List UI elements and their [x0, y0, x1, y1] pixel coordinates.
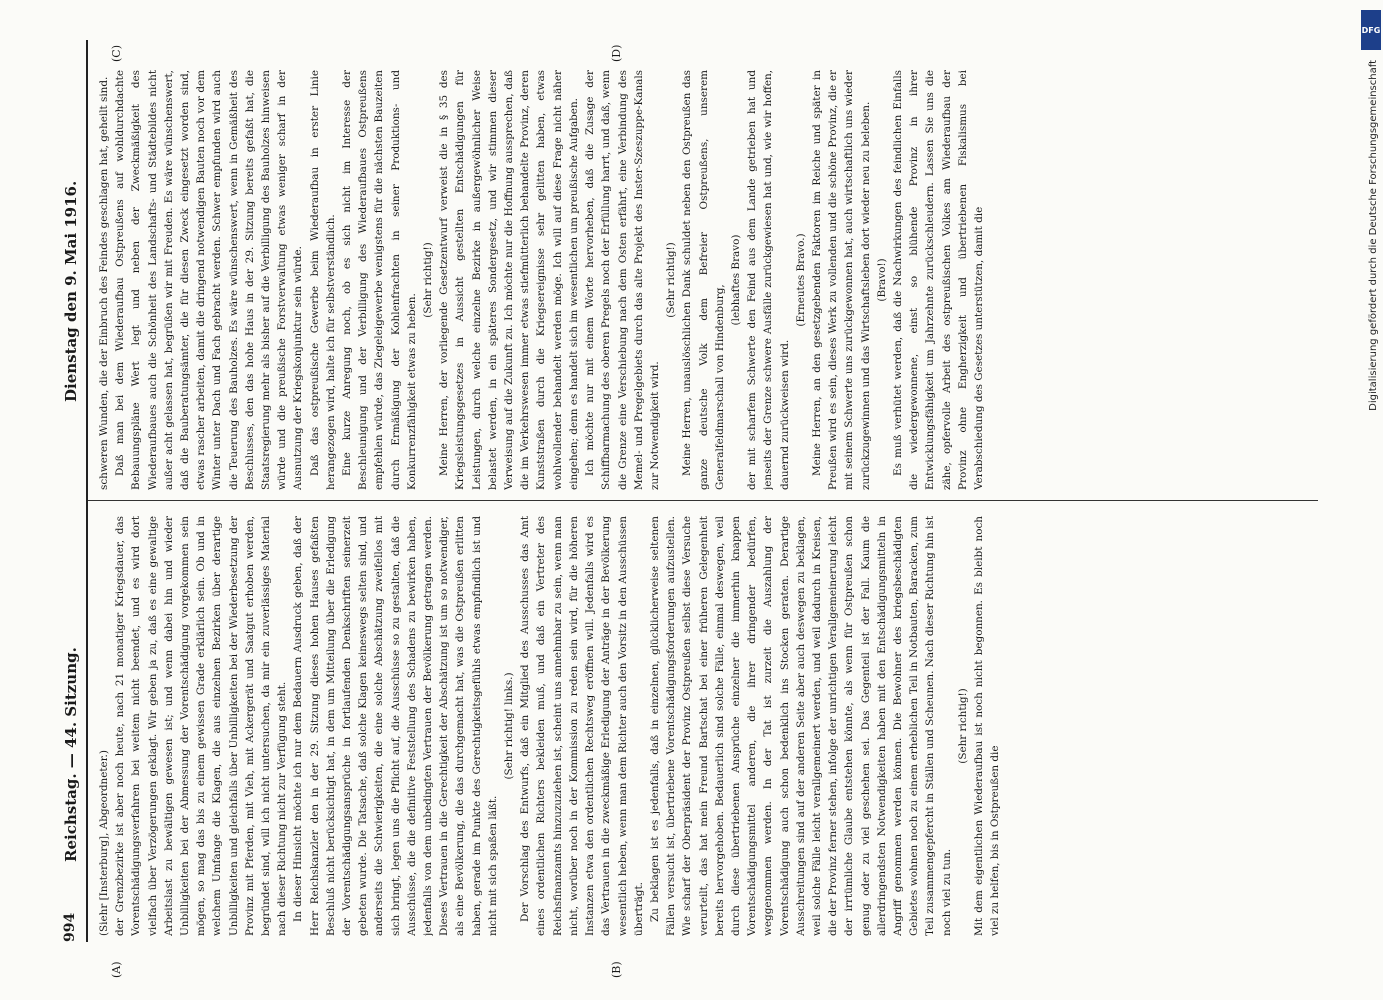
page-number: 994: [62, 912, 78, 942]
column-divider: [88, 500, 1318, 501]
left-column: [96, 516, 1311, 936]
paragraph: schweren Wunden, die der Einbruch des Feindes geschlagen hat, geheilt sind.: [98, 76, 110, 490]
paragraph: Eine kurze Anregung noch, ob es sich nicht im Interesse der Beschleunigung und der Verbilligung des Wiederaufbaues Ostpreußens empfehlen würde, das Ziegeleigewerbe wenigstens für die nächsten Bauzeiten durch Ermäßigung der Kohlenfrachten in seiner Produktions- und Konkurrenzfähigkeit etwas zu heben.: [341, 70, 418, 490]
interjection: (Erneutes Bravo.): [794, 233, 807, 327]
paragraph: Der Vorschlag des Entwurfs, daß ein Mitglied des Ausschusses das Amt eines ordentlichen Richters bekleiden muß, und daß ein Vertreter des Reichsfinanzamts hinzuzuziehen ist, scheint uns annehmbar zu sein, wenn man nicht, worüber noch in der Kommission zu reden sein wird, für die höheren Instanzen etwa den ordentlichen Rechtsweg eröffnen will. Jedenfalls wird es das Vertrauen in die zweckmäßige Erledigung der Anträge in der Bevölkerung wesentlich heben, wenn man dem Richter auch den Vorsitz in den Ausschüssen überträgt.: [519, 516, 645, 936]
paragraph: In dieser Hinsicht möchte ich nur dem Bedauern Ausdruck geben, daß der Herr Reichskanzler den in der 29. Sitzung dieses hohen Hauses gefaßten Beschluß nicht berücksichtigt hat, in dem um Mitteilung über die Erledigung der Vorentschädigungsansprüche in fortlaufenden Denkschriften seinerzeit gebeten wurde. Die Tatsache, daß solche Klagen keineswegs selten sind, und anderseits die Schwierigkeiten, die eine solche Abschätzung zweifellos mit sich bringt, legen uns die Pflicht auf, die Ausschüsse so zu gestalten, daß die Ausschüsse, die die definitive Feststellung des Schadens zu bewirken haben, jedenfalls von dem unbedingten Vertrauen der Bevölkerung getragen werden. Dieses Vertrauen in die Gerechtigkeit der Abschätzung ist um so notwendiger, als eine Bevölkerung, die das durchgemacht hat, was die Ostpreußen erlitten haben, gerade im Punkte des Gerechtigkeitsgefühls etwas empfindlich ist und nicht mit sich spaßen läßt.: [292, 516, 499, 936]
right-column: [96, 70, 1311, 490]
interjection: (Sehr richtig!): [422, 242, 435, 318]
paragraph: der Grenzbezirke ist aber noch heute, nach 21 monatiger Kriegsdauer, das Vorentschädigungsverfahren bei weitem nicht beendet, und es wird dort vielfach über Verzögerungen geklagt. Wir geben ja zu, daß es eine gewaltige Arbeitslast zu bewältigen gewesen ist; und wenn dabei hin und wieder Unbilligkeiten bei der Abmessung der Vorentschädigung vorgekommen sein mögen, so mag das bis zu einem gewissen Grade erklärlich sein. Ob und in welchem Umfange die Klagen, die aus einzelnen Bezirken über derartige Unbilligkeiten und gleichfalls über Unbilligkeiten bei der Wiederbesetzung der Provinz mit Pferden, mit Vieh, mit Ackergerät und Saatgut erhoben werden, begründet sind, will ich nicht untersuchen, da mir ein zuverlässiges Material nach dieser Richtung nicht zur Verfügung steht.: [114, 516, 289, 936]
margin-letter-a: (A): [110, 961, 123, 978]
paragraph: Mit dem eigentlichen Wiederaufbau ist noch nicht begonnen. Es bleibt noch viel zu helfen, bis in Ostpreußen die: [972, 516, 1002, 936]
dfg-logo: DFG: [1361, 10, 1381, 50]
paragraph: Meine Herren, der vorliegende Gesetzentwurf verweist die in § 35 des Kriegsleistungsgesetzes in Aussicht gestellten Entschädigungen für Leistungen, durch welche einzelne Bezirke in außergewöhnlicher Weise belastet werden, in ein späteres Sondergesetz, und wir stimmen dieser Verweisung auf die Zukunft zu. Ich möchte nur die Hoffnung aussprechen, daß die im Verkehrswesen immer etwas stiefmütterlich behandelte Provinz, deren Kunststraßen durch die Kriegsereignisse sehr gelitten haben, etwas wohlwollender behandelt werden möge. Ich will auf diese Frage nicht näher eingehen; denn es handelt sich im wesentlichen um preußische Aufgaben.: [438, 70, 580, 490]
header-title-right: Dienstag den 9. Mai 1916.: [62, 180, 80, 402]
header-title-left: Reichstag. — 44. Sitzung.: [62, 647, 80, 862]
paragraph: Ich möchte nur mit einem Worte hervorheben, daß die Zusage der Schiffbarmachung des oberen Pregels noch der Erfüllung harrt, und daß, wenn die Grenze eine Verschiebung nach dem Osten erfährt, eine Verbindung des Memel- und Pregelgebiets durch das alte Projekt des Inster-Szeszuppe-Kanals zur Notwendigkeit wird.: [584, 70, 661, 490]
interjection: (Sehr richtig!): [956, 688, 969, 764]
speaker-heading: (Siehr [Insterburg], Abgeordneter.): [98, 750, 110, 936]
margin-letter-d: (D): [610, 44, 623, 62]
paragraph: Daß das ostpreußische Gewerbe beim Wiederaufbau in erster Linie herangezogen wird, halte ich für selbstverständlich.: [308, 70, 337, 490]
margin-letter-b: (B): [610, 961, 623, 978]
interjection: (Bravo!): [875, 258, 888, 302]
paragraph: Meine Herren, an den gesetzgebenden Faktoren im Reiche und später in Preußen wird es sein, dieses Werk zu vollenden und die schöne Provinz, die er mit seinem Schwerte uns zurückgewonnen hat, auch wirtschaftlich uns wieder zurückzugewinnen und das Wirtschaftsleben dort wieder neu zu beleben.: [810, 70, 872, 490]
paragraph: Daß man bei dem Wiederaufbau Ostpreußens auf wohldurchdachte Bebauungspläne Wert legt und neben der Zweckmäßigkeit des Wiederaufbaues auch die Schönheit des Landschafts- und Städtebildes nicht außer acht gelassen hat, begrüßen wir mit Freuden. Es wäre wünschenswert, daß die Bauberatungsämter, die für diesen Zweck eingesetzt worden sind, etwas rascher arbeiten, damit die dringend notwendigen Bauten noch vor dem Winter unter Dach und Fach gebracht werden. Schwer empfunden wird auch die Teuerung des Bauholzes. Es wäre wünschenswert, wenn in Gemäßheit des Beschlusses, den das hohe Haus in der 29. Sitzung bereits gefaßt hat, die Staatsregierung mehr als bisher auf die Verbilligung des Bauholzes hinweisen würde und die preußische Forstverwaltung etwas weniger scharf in der Ausnutzung der Kriegskonjunktur sein würde.: [114, 70, 305, 490]
paragraph: Es muß verhütet werden, daß die Nachwirkungen des feindlichen Einfalls die wiedergewonnene, einst so blühende Provinz in ihrer Entwicklungsfähigkeit um Jahrzehnte zurückschleudern. Lassen Sie uns die zähe, opfervolle Arbeit des ostpreußischen Volkes am Wiederaufbau der Provinz ohne Engherzigkeit und übertriebenen Fiskalismus bei Verabschiedung des Gesetzes unterstützen, damit die: [891, 70, 985, 490]
interjection: (Sehr richtig!): [665, 242, 678, 318]
paragraph: der mit scharfem Schwerte den Feind aus dem Lande getrieben hat und jenseits der Grenze schwere Ausfälle zurückgewiesen hat und, wie wir hoffen, dauernd zurückweisen wird.: [746, 70, 791, 490]
paragraph: Meine Herren, unauslöschlichen Dank schuldet neben den Ostpreußen das ganze deutsche Volk dem Befreier Ostpreußens, unserem Generalfeldmarschall von Hindenburg,: [681, 70, 726, 490]
digitization-credit: Digitalisierung gefördert durch die Deutsche Forschungsgemeinschaft: [1368, 60, 1379, 411]
header-rule: [86, 40, 88, 942]
page-header: [60, 40, 82, 942]
interjection: (lebhaftes Bravo): [729, 234, 742, 326]
margin-letter-c: (C): [110, 45, 123, 62]
paragraph: Zu beklagen ist es jedenfalls, daß in einzelnen, glücklicherweise seltenen Fällen versucht ist, übertriebene Vorentschädigungsforderungen aufzustellen. Wie scharf der Oberpräsident der Provinz Ostpreußen selbst diese Versuche verurteilt, das hat mein Freund Bartschat bei einer früheren Gelegenheit bereits hervorgehoben. Bedauerlich sind solche Fälle, einmal deswegen, weil durch diese übertriebenen Ansprüche einzelner die immerhin knappen Vorentschädigungsmittel anderen, die ihrer dringender bedürfen, weggenommen werden. In der Tat ist zurzeit die Auszahlung der Vorentschädigung auch schon bedenklich ins Stocken geraten. Derartige Ausschreitungen sind auf der anderen Seite aber auch deswegen zu beklagen, weil solche Fälle leicht verallgemeinert werden, und weil dadurch in Kreisen, die der Provinz ferner stehen, infolge der unrichtigen Verallgemeinerung leicht der irrtümliche Glaube entstehen könnte, als wenn für Ostpreußen schon genug oder zu viel geschehen sei. Das Gegenteil ist der Fall. Kaum die allerdringendsten Notwendigkeiten haben mit den Entschädigungsmitteln in Angriff genommen werden können. Die Bewohner des kriegsbeschädigten Gebietes wohnen noch zu einem erheblichen Teil in Notbauten, Baracken, zum Teil zusammengepfercht in Ställen und Scheunen. Nach dieser Richtung hin ist noch viel zu tun.: [648, 516, 953, 936]
interjection: (Sehr richtig! links.): [503, 672, 516, 780]
